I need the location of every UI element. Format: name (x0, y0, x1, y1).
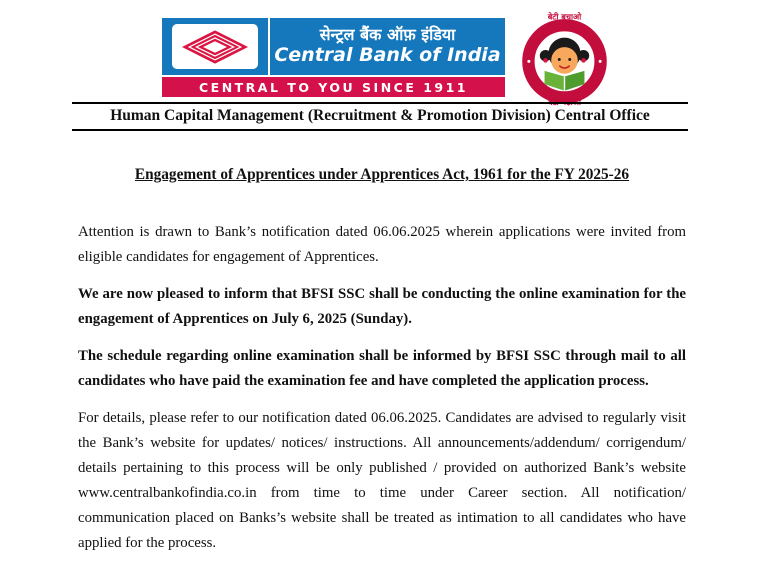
department-header: Human Capital Management (Recruitment & Promotion Division) Central Office (72, 102, 688, 131)
paragraph-schedule: The schedule regarding online examination shall be informed by BFSI SSC through mail to all candidates who have paid the examination fee and have completed the application process. (78, 348, 686, 389)
bank-name-block (270, 18, 505, 75)
emblem-cell (162, 18, 270, 75)
central-bank-of-india-logo (162, 18, 505, 97)
bank-name-hindi: सेन्ट्रल बैंक ऑफ़ इंडिया (319, 25, 456, 45)
bank-tagline: CENTRAL TO YOU SINCE 1911 (162, 77, 505, 97)
notice-title: Engagement of Apprentices under Apprentices Act, 1961 for the FY 2025-26 (134, 166, 630, 183)
paragraph-exam-date: We are now pleased to inform that BFSI SSC shall be conducting the online examination for the engagement of Apprentices on July 6, 2025 (Sunday). (78, 286, 686, 327)
bbbp-bottom-text: बेटी पढ़ाओ (547, 98, 582, 106)
cbi-emblem-icon (172, 24, 258, 69)
bank-name-english: Central Bank of India (274, 43, 501, 66)
paragraph-attention: Attention is drawn to Bank’s notification dated 06.06.2025 wherein applications were invited from eligible candidates for engagement of Apprentices. (78, 224, 686, 265)
bbbp-top-text: बेटी बचाओ (547, 12, 582, 22)
logo-blue-panel (162, 18, 505, 77)
beti-bachao-beti-padhao-icon (517, 11, 612, 106)
paragraph-details: For details, please refer to our notification dated 06.06.2025. Candidates are advised to regularly visit the Bank’s website for updates/ notices/ instructions. All announcements/addendum/ corrigendum/ details pertaining to this process will be only published / provided on authorized Bank’s website www.centralbankofindia.co.in from time to time under Career section. All notification/ communication placed on Banks’s website shall be treated as intimation to all candidates who have applied for the process. (78, 410, 686, 551)
